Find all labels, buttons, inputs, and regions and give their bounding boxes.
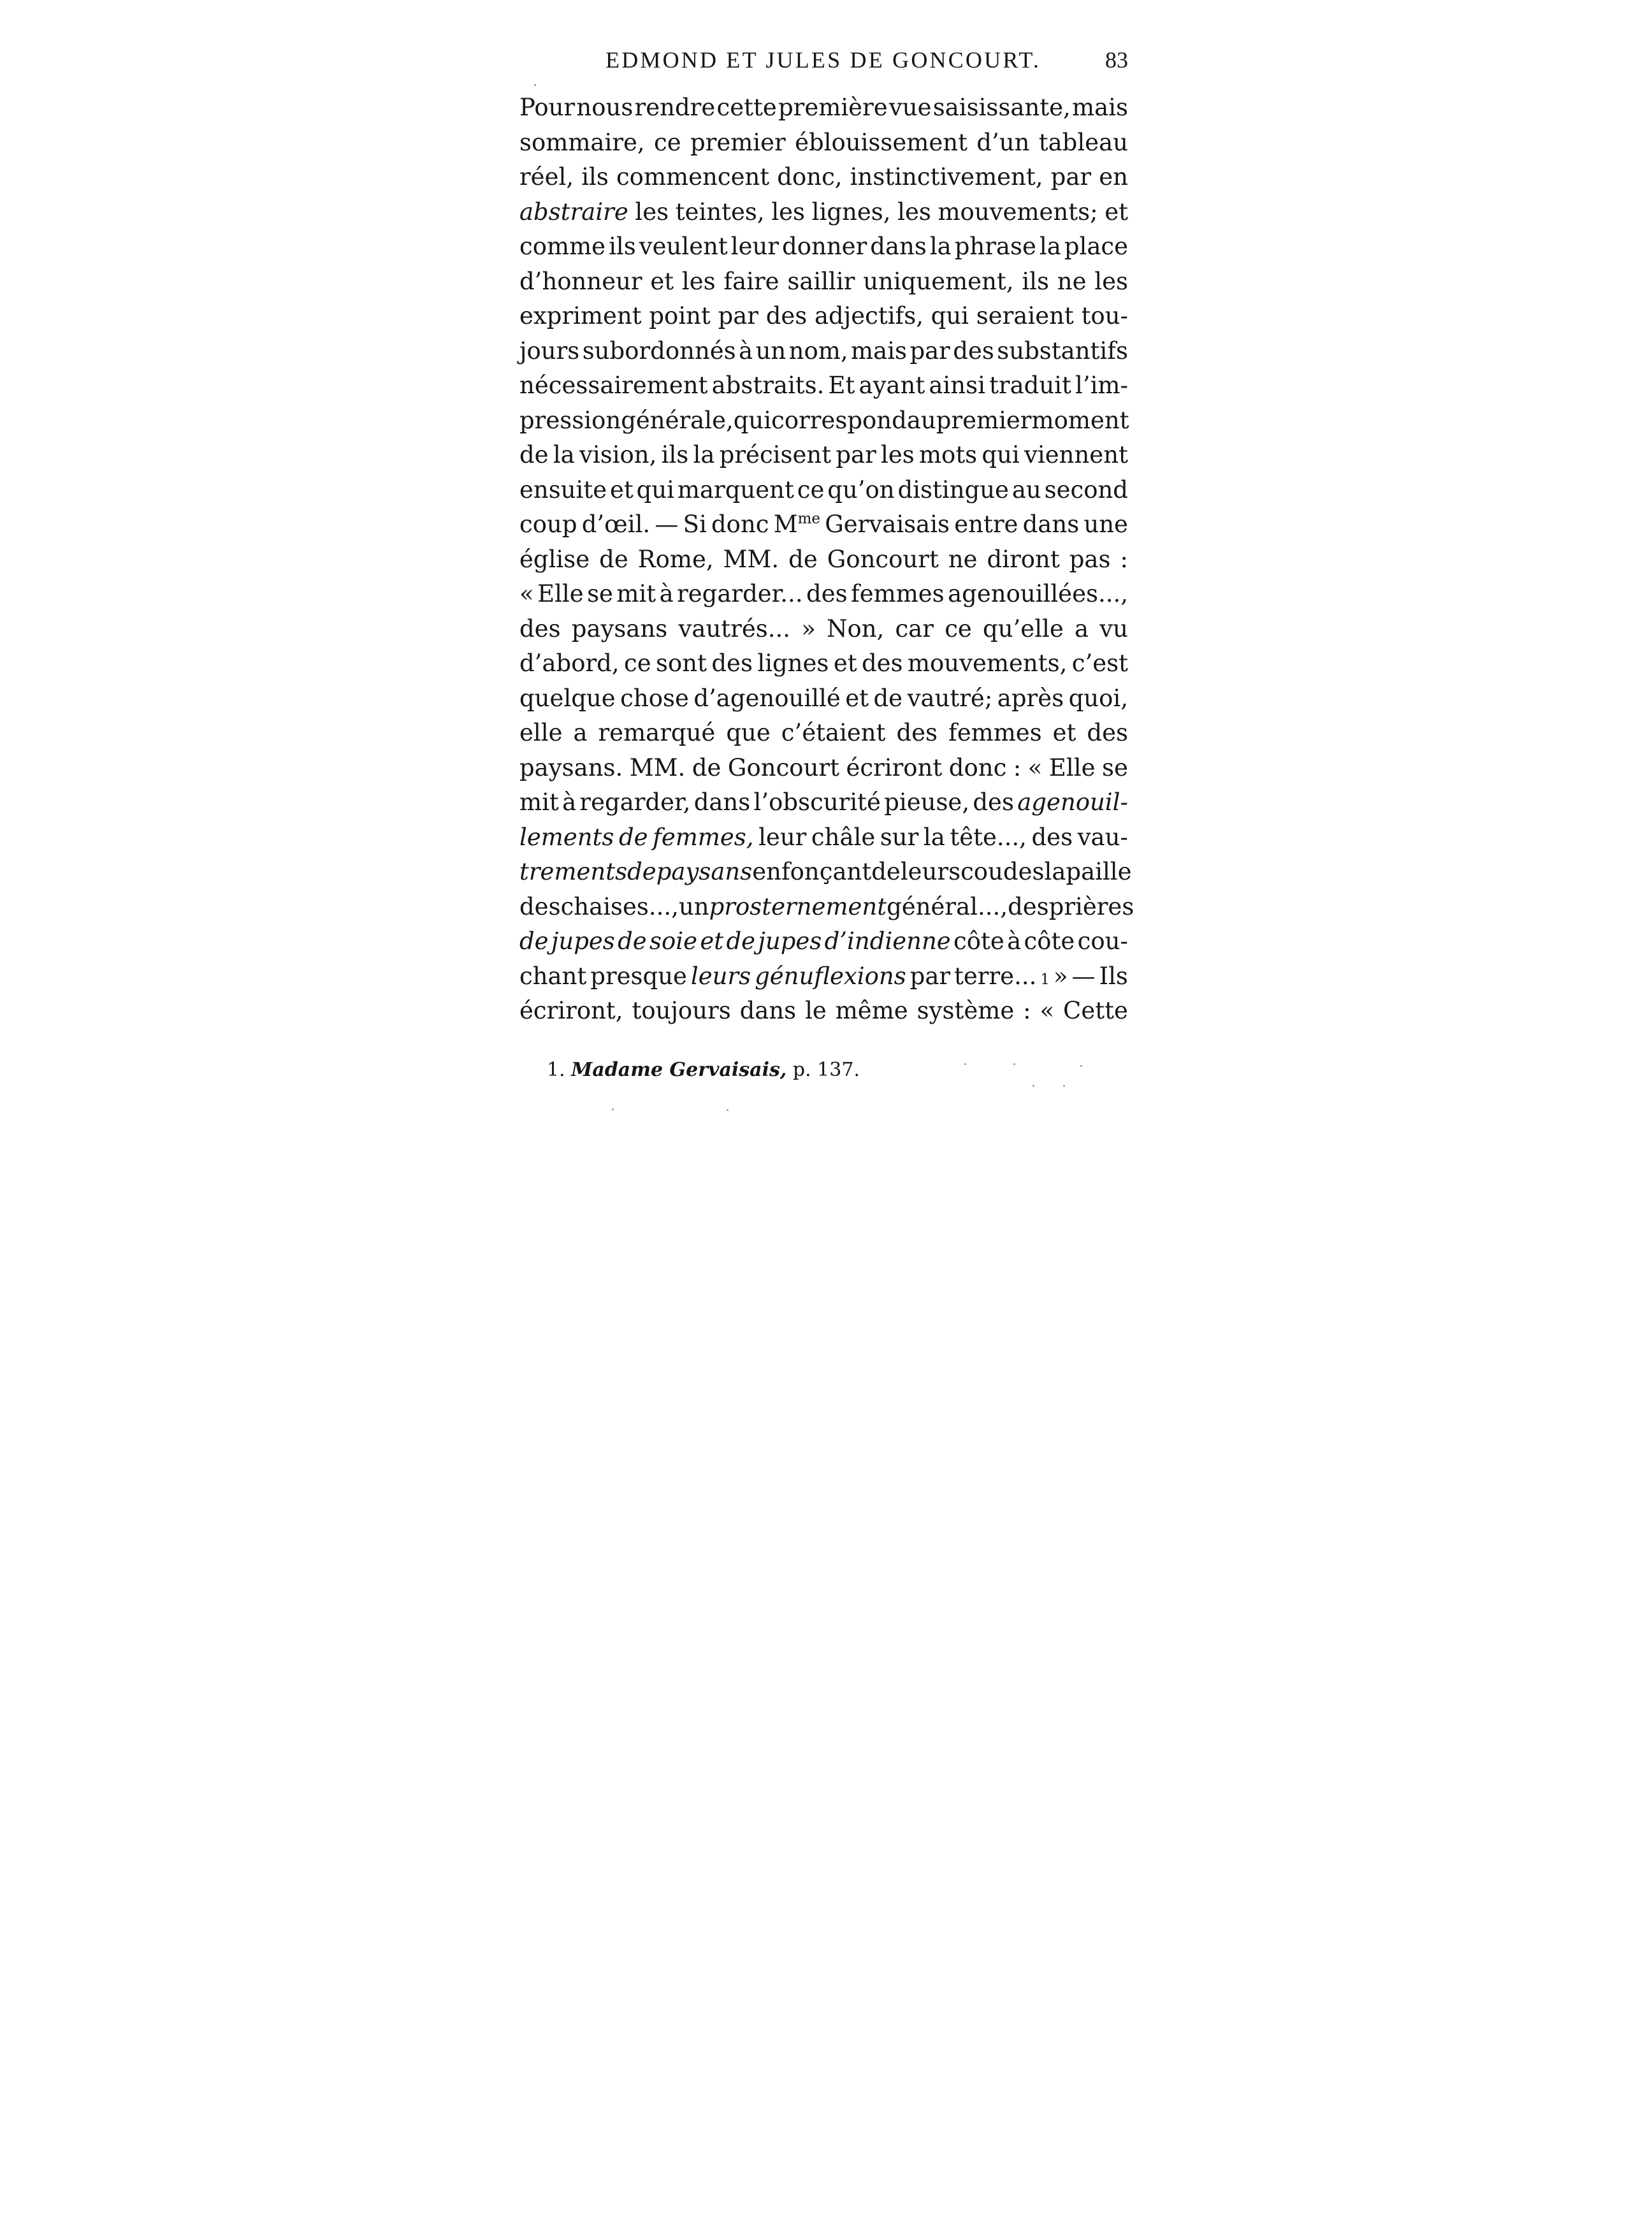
word: a [573,719,588,746]
word: et [650,267,674,295]
word: la [929,233,952,260]
word: jupes [551,927,615,955]
word: » [1053,962,1068,990]
text-line: chant presque leurs génuflexions par terre... 1 » — Ils [519,959,1128,994]
text-line [519,577,1128,612]
text-line [519,785,1128,820]
text-line [519,612,1128,647]
word: coudes [960,858,1045,885]
word: Si [683,511,707,538]
word: à [659,580,674,607]
word: tou- [1081,302,1128,330]
body-text [519,91,1134,1029]
word: par [836,441,876,468]
word: général..., [887,892,1008,920]
word: presque [590,962,687,990]
word: par [909,962,951,990]
word: second [1044,476,1128,504]
word: et [700,927,724,955]
word: de [726,927,756,955]
word: pas [1069,545,1111,573]
word: Goncourt [827,545,939,573]
word: qu’on [827,476,895,504]
text-line [519,265,1128,300]
word: Et [828,372,855,399]
word: tête..., [950,823,1027,851]
word: Elle [537,580,584,607]
word: femmes [948,719,1042,746]
word: uniquement, [863,267,1014,295]
word: écriront [846,753,943,781]
word: par [718,302,758,330]
word: veulent [639,233,728,260]
word: faire [723,267,779,295]
word: des [519,614,561,642]
word: MM. [723,545,779,573]
word: pression [519,406,621,434]
word: des [896,719,938,746]
word: de [618,927,647,955]
word: ce [945,614,972,642]
word: ensuite [519,476,607,504]
word: substantifs [997,337,1128,365]
running-header [605,47,1128,80]
word: même [835,997,908,1024]
scan-speck [727,1109,728,1111]
word: de [627,858,656,885]
word: qui [636,476,675,504]
text-line [519,126,1128,161]
word: qui [733,406,772,434]
word: et [610,476,634,504]
word: paille [1066,858,1132,885]
word: des [765,302,808,330]
word: la [923,823,945,851]
word: paysans [571,614,668,642]
word: ayant [859,372,925,399]
word: viennent [1024,441,1128,468]
word: Cette [1063,997,1128,1024]
word: jours [519,337,580,365]
word: vautré; [907,684,993,712]
word: l’im- [1075,372,1128,399]
word: traduit [989,372,1071,399]
text-line [519,403,1128,439]
word: ce [624,650,651,677]
word: d’œil. [581,511,651,538]
word: au [906,406,936,434]
text-line [519,507,1128,542]
word: des [1031,823,1073,851]
word: subordonnés [582,337,736,365]
text-line [519,334,1128,369]
word: tableau [1038,128,1128,156]
text-line [519,542,1128,577]
word: terre... [954,962,1037,990]
word: vau- [1077,823,1128,851]
word: donner [782,233,867,260]
word: expriment [519,302,642,330]
word: c’est [1071,650,1128,677]
word: donc [948,753,1007,781]
word: vautrés... [678,614,791,642]
scan-speck [964,1063,966,1065]
word: seraient [976,302,1074,330]
word: Pour [519,94,576,121]
word: ne [1057,267,1087,295]
word: les [1094,267,1128,295]
text-line [519,299,1128,334]
text-line [519,681,1128,716]
word: et [1105,198,1128,226]
word: les [771,198,806,226]
word: car [895,614,934,642]
word: sommaire, [519,128,645,156]
word: qui [982,441,1020,468]
word: mouvements, [907,650,1068,677]
word: : [1023,997,1031,1024]
text-line [519,924,1128,959]
word: saisissante, [932,94,1071,121]
word: : [1120,545,1128,573]
word: rendre [634,94,716,121]
word: qu’elle [983,614,1064,642]
word: dans [693,788,751,816]
word: agenouil- [1017,788,1128,816]
page-number: 83 [1105,47,1128,73]
footnote-title: Madame Gervaisais, [571,1059,787,1081]
word: d’indienne [824,927,951,955]
word: enfonçant [752,858,872,885]
word: lignes [757,650,829,677]
word: à [739,337,753,365]
text-line [519,160,1128,195]
running-title: EDMOND ET JULES DE GONCOURT. [605,47,1041,73]
word: éblouissement [795,128,967,156]
word: leur [758,823,807,851]
word: leur [730,233,779,260]
word: et [1052,719,1076,746]
word: ne [948,545,978,573]
word: femmes [851,580,945,607]
word: se [587,580,613,607]
word: premier [936,406,1032,434]
word: église [519,545,590,573]
word: première [778,94,888,121]
word: remarqué [598,719,716,746]
word: sur [880,823,919,851]
word: chose [620,684,689,712]
word: se [1101,753,1128,781]
word: dans [739,997,797,1024]
text-line [519,855,1132,890]
word: et [845,684,869,712]
scan-speck [1080,1065,1082,1067]
word: — [655,511,679,538]
word: la [1039,233,1061,260]
word: femmes, [653,823,754,851]
word: réel, [519,163,574,191]
word: phrase [954,233,1036,260]
word: elle [519,719,563,746]
word: des [711,650,753,677]
word: lignes, [811,198,891,226]
text-line [519,368,1128,403]
word: trements [519,858,628,885]
word: place [1064,233,1128,260]
word: quoi, [1068,684,1128,712]
scan-speck [1063,1085,1065,1087]
word: écriront, [519,997,623,1024]
word: des [861,650,903,677]
text-line [519,91,1128,126]
word: d’agenouillé [693,684,841,712]
word: marquent [677,476,794,504]
word: distingue [897,476,1009,504]
word: c’étaient [781,719,886,746]
word: paysans [656,858,753,885]
word: de [519,927,549,955]
word: mots [918,441,978,468]
word: par [909,337,950,365]
word: mit [519,788,559,816]
word: la [553,441,575,468]
scan-speck [534,84,536,86]
word: des [519,892,561,920]
word: des [1008,892,1049,920]
word: premier [690,128,786,156]
word: de [599,545,628,573]
word: génuflexions [755,962,906,990]
scan-speck [1013,1063,1015,1065]
word: ils [1022,267,1049,295]
word: dans [870,233,927,260]
word: des [1087,719,1128,746]
footnote-number: 1. [547,1059,565,1081]
word: générale, [621,406,734,434]
word: nom, [788,337,848,365]
scan-speck [1032,1085,1034,1087]
word: Non, [827,614,885,642]
word: Rome, [637,545,714,573]
word: de [692,753,721,781]
word: ce [654,128,681,156]
word: « [519,580,534,607]
word: des [973,788,1014,816]
word: » [801,614,816,642]
word: un [755,337,786,365]
word: teintes, [675,198,765,226]
word: commencent [616,163,770,191]
word: — [1071,962,1096,990]
word: le [805,997,827,1024]
word: un [678,892,709,920]
word: MM. [629,753,686,781]
word: et [833,650,857,677]
word: que [726,719,771,746]
word: lements [519,823,614,851]
word: dans [1022,511,1080,538]
footnote [547,1059,860,1081]
word: une [1083,511,1128,538]
word: des [953,337,994,365]
word: à [562,788,577,816]
word: nous [576,94,634,121]
word: Elle [1048,753,1096,781]
word: à [1007,927,1022,955]
word: la [1044,858,1066,885]
word: d’abord, [519,650,620,677]
word: de [871,858,901,885]
word: ce [797,476,825,504]
word: côte [1024,927,1075,955]
text-line [519,473,1128,508]
word: abstraire [519,198,628,226]
word: l’obscurité [753,788,881,816]
word: ils [661,441,689,468]
word: entre [954,511,1018,538]
word: qui [931,302,969,330]
footnote-reference: p. 137. [792,1059,860,1081]
word: chaises..., [560,892,679,920]
word: « [1027,753,1043,781]
word: les [635,198,669,226]
word: toujours [632,997,731,1024]
word: vision, [579,441,657,468]
text-line [519,890,1134,925]
word: adjectifs, [814,302,924,330]
word: saillir [787,267,855,295]
word: de [618,823,648,851]
word: instinctivement, [850,163,1043,191]
word: ils [581,163,609,191]
word: comme [519,233,606,260]
text-line [519,195,1128,230]
text-line [519,646,1128,681]
word: abstraits. [711,372,825,399]
word: donc [711,511,769,538]
word: paysans. [519,753,623,781]
word: vu [1099,614,1128,642]
word: « [1040,997,1055,1024]
word: leurs [900,858,961,885]
word: donc, [777,163,843,191]
word: de [873,684,903,712]
text-line [519,438,1128,473]
word: Ils [1099,962,1128,990]
word: les [897,198,931,226]
word: cette [716,94,777,121]
word: la [693,441,715,468]
word: coup [519,511,577,538]
word: diront [987,545,1060,573]
word: sont [656,650,707,677]
word: après [997,684,1064,712]
scan-speck [612,1108,614,1110]
word: leurs [690,962,751,990]
word: Mme [773,511,821,538]
word: au [1011,476,1041,504]
word: d’un [976,128,1030,156]
word: d’honneur [519,267,642,295]
word: soie [649,927,698,955]
word: correspond [771,406,907,434]
word: nécessairement [519,372,708,399]
word: de [519,441,549,468]
word: mit [616,580,656,607]
word: regarder... [677,580,803,607]
word: les [681,267,716,295]
word: moment [1031,406,1129,434]
word: pieuse, [884,788,970,816]
word: agenouillées..., [948,580,1128,607]
word: point [649,302,711,330]
word: des [806,580,848,607]
word: côte [953,927,1004,955]
word: : [1013,753,1022,781]
word: ils [609,233,636,260]
word: mais [1072,94,1128,121]
word: prières [1048,892,1134,920]
word: jupes [758,927,822,955]
word: ainsi [929,372,985,399]
text-line [519,716,1128,751]
word: chant [519,962,587,990]
word: précisent [719,441,832,468]
word: système [917,997,1015,1024]
word: vue [888,94,932,121]
word: châle [811,823,876,851]
word: prosternement [709,892,887,920]
word: mouvements; [938,198,1098,226]
text-line [519,751,1128,786]
word: cou- [1077,927,1128,955]
word: par [1050,163,1092,191]
word: en [1099,163,1128,191]
text-line [519,994,1128,1029]
word: de [788,545,818,573]
word: mais [851,337,908,365]
word: Goncourt [727,753,839,781]
word: Gervaisais [825,511,950,538]
word: quelque [519,684,616,712]
word: les [881,441,915,468]
word: a [1074,614,1089,642]
text-line [519,229,1128,265]
word: regarder, [579,788,691,816]
text-line [519,820,1128,855]
